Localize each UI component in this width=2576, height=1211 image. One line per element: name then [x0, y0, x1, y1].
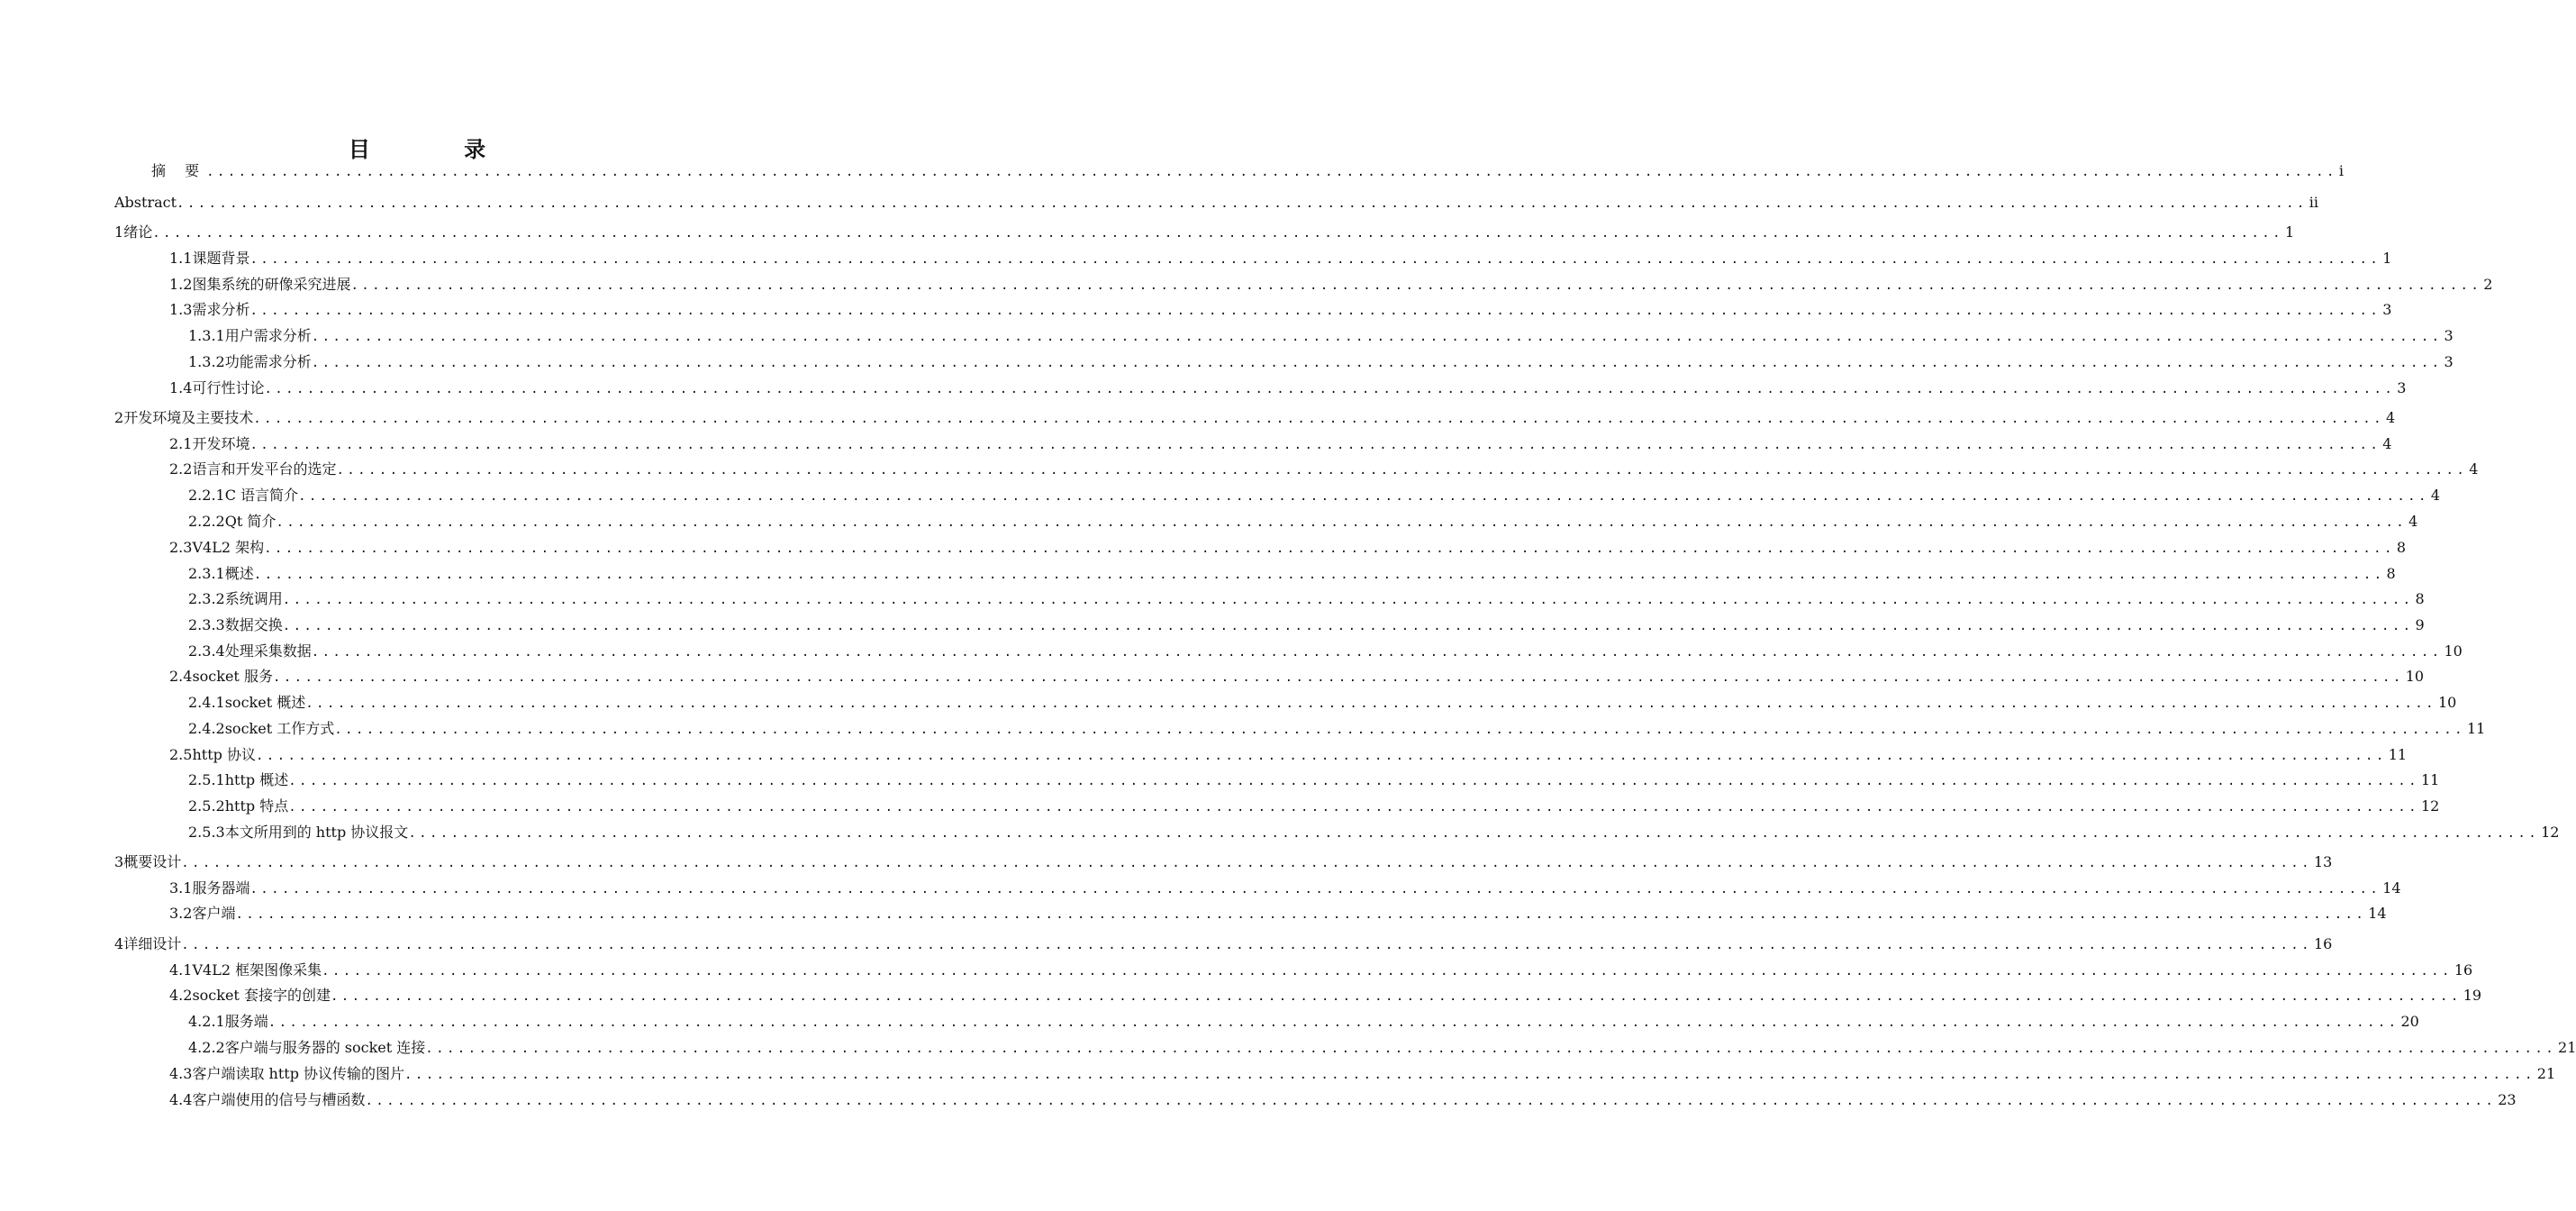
- toc-entry-page: 11: [2388, 746, 2408, 763]
- toc-entry-number: 4.2: [169, 987, 193, 1004]
- toc-entry-page: 14: [2368, 905, 2387, 922]
- toc-entry-page: 2: [2483, 276, 2493, 293]
- toc-dot-leader: ........................................................................................................................................................................................................: [282, 593, 2414, 607]
- toc-entry-number: 4.2.2: [188, 1039, 225, 1056]
- toc-entry: [169, 460, 2479, 479]
- toc-entry-page: 11: [2466, 720, 2486, 737]
- toc-dot-leader: ........................................................................................................................................................................................................: [282, 619, 2414, 633]
- toc-dot-leader: ........................................................................................................................................................................................................: [330, 989, 2462, 1004]
- toc-entry: [169, 879, 2401, 898]
- toc-entry-page: 21: [2558, 1039, 2576, 1056]
- toc-dot-leader: ........................................................................................................................................................................................................: [255, 749, 2387, 763]
- toc-entry-number: 1.4: [169, 379, 193, 396]
- toc-dot-leader: ........................................................................................................................................................................................................: [268, 1015, 2399, 1030]
- toc-entry-number: 2.2.2: [188, 513, 225, 530]
- toc-dot-leader: ........................................................................................................................................................................................................: [152, 226, 2283, 241]
- toc-entry: [188, 770, 2440, 790]
- toc-entry: [169, 904, 2387, 924]
- toc-entry-page: 11: [2420, 771, 2440, 788]
- toc-dot-leader: ........................................................................................................................................................................................................: [404, 1068, 2535, 1082]
- toc-dot-leader: ........................................................................................................................................................................................................: [288, 800, 2419, 815]
- toc-entry-title: socket 概述: [224, 694, 306, 711]
- toc-dot-leader: ........................................................................................................................................................................................................: [288, 774, 2419, 788]
- toc-entry-title: socket 服务: [192, 668, 273, 685]
- toc-entry-title: 可行性讨论: [192, 379, 265, 396]
- toc-entry-number: 2.3.1: [188, 565, 225, 582]
- toc-entry-page: 3: [2444, 353, 2454, 370]
- toc-entry-number: 1.2: [169, 276, 193, 293]
- toc-entry: [169, 986, 2482, 1006]
- toc-dot-leader: ........................................................................................................................................................................................................: [181, 938, 2312, 952]
- toc-dot-leader: ........................................................................................................................................................................................................: [334, 723, 2465, 737]
- toc-dot-leader: ........................................................................................................................................................................................................: [350, 278, 2482, 293]
- toc-entry-title: 摘 要: [151, 162, 207, 179]
- toc-entry: [188, 642, 2463, 661]
- toc-dot-leader: ........................................................................................................................................................................................................: [264, 382, 2396, 396]
- toc-entry-page: 14: [2382, 879, 2401, 897]
- toc-dot-leader: ........................................................................................................................................................................................................: [311, 645, 2443, 660]
- toc-entry-page: i: [2338, 162, 2344, 179]
- toc-entry-page: 23: [2498, 1091, 2517, 1108]
- toc-entry-title: V4L2 架构: [192, 539, 265, 556]
- toc-entry-number: 2.2.1: [188, 487, 225, 504]
- toc-entry-number: 2.3: [169, 539, 193, 556]
- toc-entry: [188, 1038, 2576, 1058]
- toc-entry-title: socket 套接字的创建: [192, 987, 331, 1004]
- toc-entry-page: 12: [2541, 824, 2560, 841]
- toc-entry-number: 2.5.1: [188, 771, 225, 788]
- toc-entry: [169, 745, 2408, 765]
- toc-entry-page: 10: [2437, 694, 2457, 711]
- toc-entry: [188, 512, 2418, 532]
- toc-entry-number: 2.5.3: [188, 824, 225, 841]
- toc-entry-number: 2.4.1: [188, 694, 225, 711]
- toc-dot-leader: ........................................................................................................................................................................................................: [408, 826, 2540, 841]
- toc-entry-title: V4L2 框架图像采集: [192, 961, 322, 979]
- toc-dot-leader: ........................................................................................................................................................................................................: [365, 1094, 2497, 1108]
- toc-entry-page: 19: [2463, 987, 2482, 1004]
- toc-entry: [188, 1012, 2419, 1032]
- toc-entry-title: 开发环境及主要技术: [123, 409, 254, 426]
- toc-entry: [188, 326, 2454, 346]
- toc-entry-title: http 协议: [192, 746, 256, 763]
- toc-entry: [188, 823, 2560, 842]
- toc-entry-title: 用户需求分析: [224, 327, 312, 344]
- toc-dot-leader: ........................................................................................................................................................................................................: [249, 438, 2381, 452]
- toc-entry-number: 2.3.2: [188, 590, 225, 607]
- toc-entry: [114, 934, 2333, 954]
- toc-entry-page: 20: [2400, 1013, 2419, 1030]
- toc-entry-page: 4: [2430, 487, 2440, 504]
- toc-entry: [169, 1090, 2517, 1110]
- toc-entry: [169, 667, 2425, 687]
- toc-dot-leader: ........................................................................................................................................................................................................: [272, 670, 2404, 685]
- toc-entry-page: 4: [2382, 435, 2392, 452]
- toc-entry-title: http 特点: [224, 797, 289, 815]
- toc-entry-number: 2.1: [169, 435, 193, 452]
- toc-entry-page: 1: [2382, 250, 2392, 267]
- toc-entry-title: 客户端使用的信号与槽函数: [192, 1091, 366, 1108]
- toc-entry-page: 10: [2405, 668, 2425, 685]
- toc-entry-title: 客户端与服务器的 socket 连接: [224, 1039, 426, 1056]
- toc-entry: [169, 538, 2407, 558]
- toc-entry-page: 21: [2536, 1065, 2556, 1082]
- toc-entry-number: 3.1: [169, 879, 193, 897]
- toc-entry-title: 详细设计: [123, 935, 182, 952]
- toc-entry: [169, 275, 2493, 295]
- toc-entry: [114, 408, 2396, 428]
- toc-entry-page: 4: [2469, 460, 2479, 478]
- toc-entry-number: 4.4: [169, 1091, 193, 1108]
- toc-entry-number: 1.1: [169, 250, 193, 267]
- toc-entry-number: 2.3.3: [188, 616, 225, 633]
- toc-entry-title: 课题背景: [192, 250, 250, 267]
- toc-dot-leader: ........................................................................................................................................................................................................: [336, 463, 2468, 478]
- toc-dot-leader: ........................................................................................................................................................................................................: [249, 304, 2381, 318]
- toc-entry-page: 16: [2454, 961, 2473, 979]
- toc-dot-leader: ........................................................................................................................................................................................................: [425, 1042, 2557, 1056]
- toc-entry-number: 4.2.1: [188, 1013, 225, 1030]
- toc-entry: [169, 378, 2407, 398]
- toc-entry-title: 本文所用到的 http 协议报文: [224, 824, 409, 841]
- toc-entry-number: 1.3.2: [188, 353, 225, 370]
- toc-entry-title: 服务器端: [192, 879, 250, 897]
- toc-entry-title: Abstract: [114, 194, 177, 211]
- toc-dot-leader: ........................................................................................................................................................................................................: [235, 907, 2367, 922]
- toc-entry: [188, 589, 2425, 609]
- toc-entry-page: 4: [2385, 409, 2396, 426]
- toc-entry-number: 2.5.2: [188, 797, 225, 815]
- page-title: 目 录: [348, 136, 530, 162]
- toc-entry-page: 10: [2444, 642, 2463, 660]
- toc-entry-page: 1: [2284, 223, 2295, 241]
- toc-entry-title: 语言和开发平台的选定: [192, 460, 337, 478]
- toc-entry-title: Qt 简介: [224, 513, 277, 530]
- toc-entry: [188, 693, 2457, 713]
- toc-entry: [188, 797, 2440, 816]
- toc-entry-page: ii: [2308, 194, 2318, 211]
- toc-entry-number: 3: [114, 853, 124, 870]
- toc-entry-title: 数据交换: [224, 616, 283, 633]
- toc-dot-leader: ........................................................................................................................................................................................................: [276, 515, 2408, 530]
- toc-entry-title: 绪论: [123, 223, 153, 241]
- toc-entry-number: 2.4.2: [188, 720, 225, 737]
- toc-entry: [114, 193, 2318, 213]
- toc-entry-title: 客户端读取 http 协议传输的图片: [192, 1065, 405, 1082]
- toc-entry-title: 系统调用: [224, 590, 283, 607]
- toc-entry: [188, 352, 2454, 372]
- toc-dot-leader: ........................................................................................................................................................................................................: [249, 252, 2381, 267]
- toc-entry-number: 4.1: [169, 961, 193, 979]
- toc-entry-number: 2.4: [169, 668, 193, 685]
- toc-entry-page: 3: [2382, 301, 2392, 318]
- toc-entry-title: socket 工作方式: [224, 720, 335, 737]
- toc-entry-page: 3: [2397, 379, 2407, 396]
- toc-dot-leader: ........................................................................................................................................................................................................: [181, 856, 2312, 870]
- toc-entry-title: 概述: [224, 565, 254, 582]
- toc-entry-number: 1.3: [169, 301, 193, 318]
- toc-entry-title: 服务端: [224, 1013, 268, 1030]
- toc-entry-number: 4.3: [169, 1065, 193, 1082]
- toc-dot-leader: ........................................................................................................................................................................................................: [264, 542, 2395, 556]
- toc-dot-leader: ........................................................................................................................................................................................................: [253, 412, 2384, 426]
- toc-entry: [188, 719, 2486, 739]
- toc-entry-number: 4: [114, 935, 124, 952]
- toc-entry: [169, 300, 2392, 320]
- toc-entry-title: 功能需求分析: [224, 353, 312, 370]
- toc-dot-leader: ........................................................................................................................................................................................................: [253, 568, 2385, 582]
- toc-dot-leader: ........................................................................................................................................................................................................: [177, 196, 2308, 211]
- toc-entry-page: 16: [2313, 935, 2333, 952]
- toc-dot-leader: ........................................................................................................................................................................................................: [206, 165, 2337, 179]
- toc-entry-number: 1.3.1: [188, 327, 225, 344]
- toc-entry-page: 8: [2396, 539, 2407, 556]
- toc-entry-page: 3: [2444, 327, 2454, 344]
- toc-dot-leader: ........................................................................................................................................................................................................: [311, 356, 2443, 370]
- toc-entry-page: 13: [2313, 853, 2333, 870]
- toc-entry-number: 2.5: [169, 746, 193, 763]
- toc-dot-leader: ........................................................................................................................................................................................................: [305, 697, 2436, 711]
- toc-entry-page: 9: [2415, 616, 2425, 633]
- toc-dot-leader: ........................................................................................................................................................................................................: [322, 964, 2453, 979]
- toc-entry-title: http 概述: [224, 771, 289, 788]
- toc-entry-title: 概要设计: [123, 853, 182, 870]
- toc-entry-title: 客户端: [192, 905, 236, 922]
- toc-entry: [169, 961, 2473, 980]
- toc-entry-title: 图集系统的研像采究进展: [192, 276, 351, 293]
- toc-entry-number: 2: [114, 409, 124, 426]
- toc-entry-page: 12: [2420, 797, 2440, 815]
- toc-entry-title: 开发环境: [192, 435, 250, 452]
- toc-entry-number: 2.2: [169, 460, 193, 478]
- toc-entry: [151, 161, 2344, 181]
- toc-entry-title: 需求分析: [192, 301, 250, 318]
- toc-entry: [169, 434, 2392, 454]
- toc-entry-title: C 语言简介: [224, 487, 299, 504]
- toc-entry: [188, 615, 2425, 635]
- toc-entry-number: 1: [114, 223, 124, 241]
- toc-entry-number: 3.2: [169, 905, 193, 922]
- toc-dot-leader: ........................................................................................................................................................................................................: [311, 330, 2443, 344]
- toc-entry: [114, 852, 2333, 872]
- toc-entry-title: 处理采集数据: [224, 642, 312, 660]
- toc-entry: [169, 249, 2392, 269]
- toc-entry: [114, 223, 2295, 242]
- toc-entry: [169, 1064, 2556, 1084]
- toc-dot-leader: ........................................................................................................................................................................................................: [298, 489, 2429, 504]
- toc-entry-page: 4: [2408, 513, 2418, 530]
- toc-entry: [188, 486, 2440, 505]
- toc-dot-leader: ........................................................................................................................................................................................................: [249, 882, 2381, 897]
- toc-entry-page: 8: [2386, 565, 2396, 582]
- toc-entry: [188, 564, 2396, 584]
- toc-entry-number: 2.3.4: [188, 642, 225, 660]
- toc-entry-page: 8: [2415, 590, 2425, 607]
